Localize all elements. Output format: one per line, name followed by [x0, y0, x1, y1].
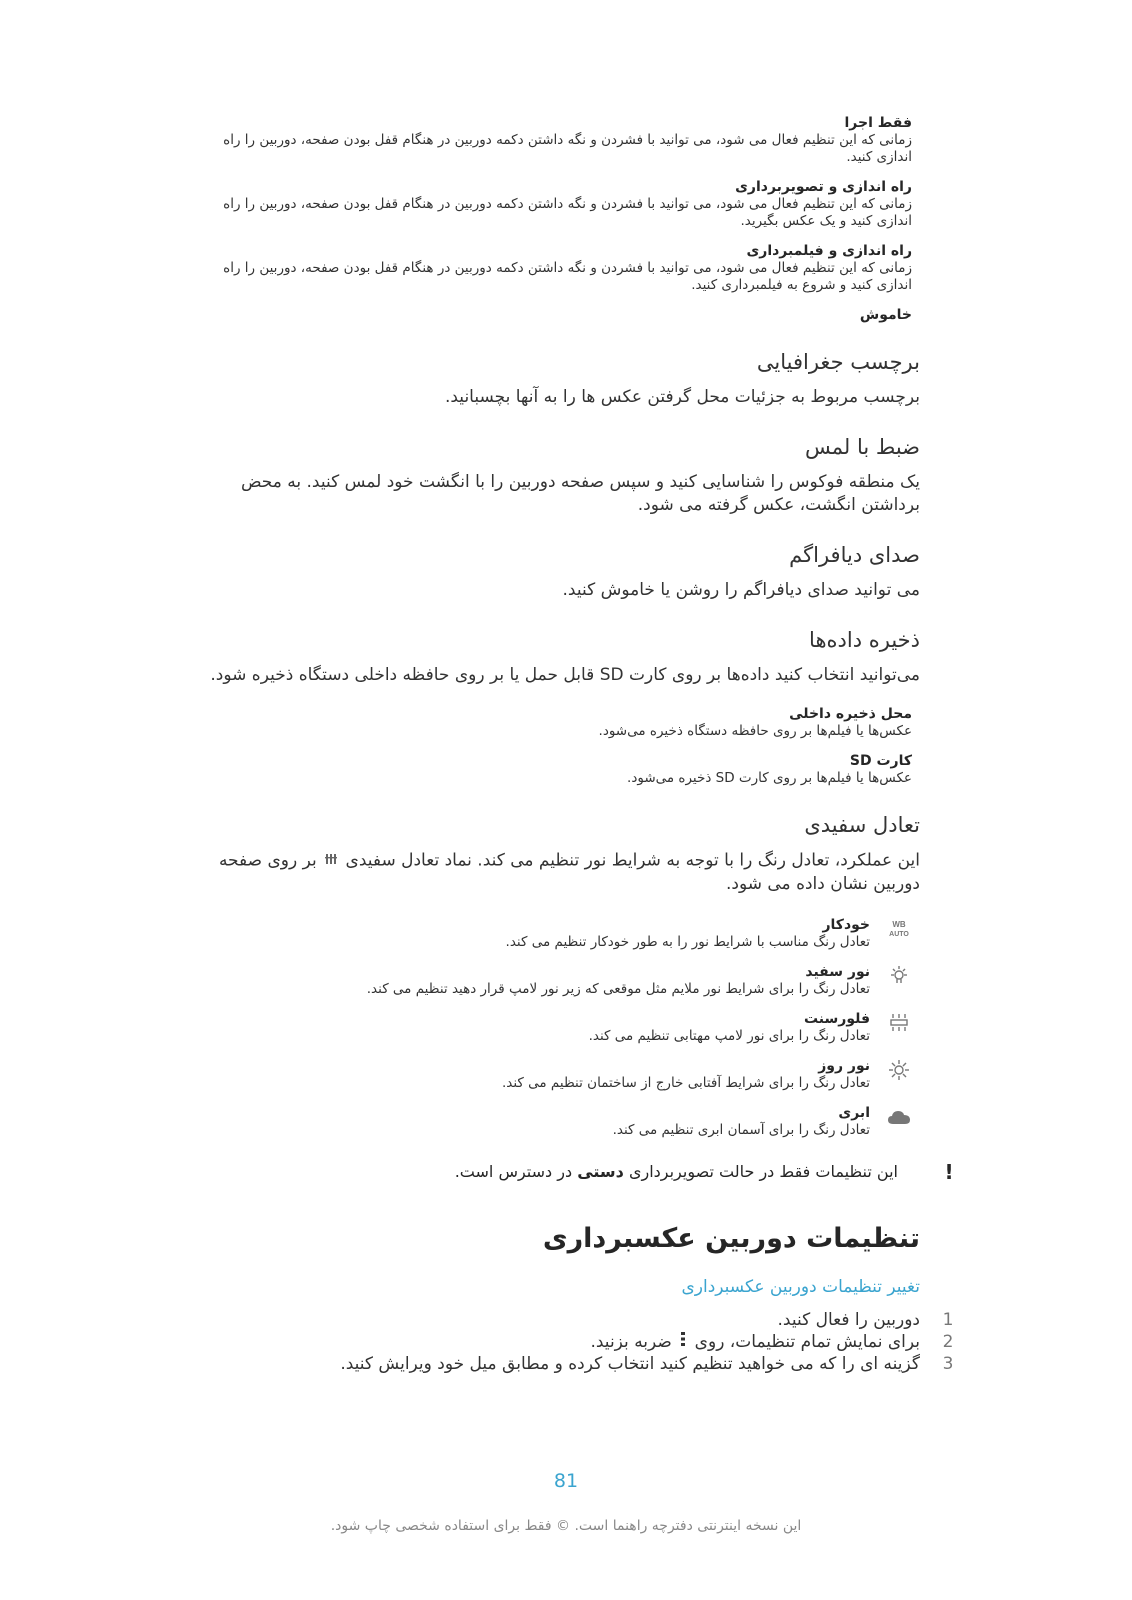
white-balance-text-part2: بر روی صفحه دوربین نشان داده می شود. — [218, 850, 920, 894]
storage-option — [200, 705, 912, 740]
step-number: 2 — [942, 1331, 954, 1352]
step-text: دوربین را فعال کنید. — [777, 1309, 920, 1330]
fluorescent-icon — [886, 1010, 912, 1036]
step-item — [200, 1353, 954, 1375]
wb-option-text — [200, 1104, 870, 1139]
wb-option-title: خودکار — [822, 916, 870, 933]
data-storage-heading: ذخیره داده‌ها — [809, 628, 920, 652]
white-balance-options-list — [200, 916, 920, 1139]
storage-option-desc: عکس‌ها یا فیلم‌ها بر روی حافظه دستگاه ذخیره می‌شود. — [598, 723, 912, 739]
cloudy-icon — [886, 1104, 912, 1130]
step-number: 1 — [942, 1309, 954, 1330]
launch-option-desc: زمانی که این تنظیم فعال می شود، می توانید با فشردن و نگه داشتن دکمه دوربین در هنگام قفل بودن صفحه، دوربین را راه اندازی کنید. — [223, 132, 912, 165]
wb-option-title: نور روز — [818, 1057, 870, 1074]
launch-option — [200, 306, 912, 324]
storage-option-desc: عکس‌ها یا فیلم‌ها بر روی کارت SD ذخیره می‌شود. — [627, 770, 912, 786]
step-text-part2: ضربه بزنید. — [590, 1331, 672, 1352]
step-number: 3 — [942, 1353, 954, 1374]
storage-options-list — [200, 705, 920, 787]
geotag-text: برچسب مربوط به جزئیات محل گرفتن عکس ها را به آنها بچسبانید. — [444, 387, 920, 407]
white-balance-text — [200, 849, 920, 896]
wb-option — [200, 1104, 912, 1139]
step-item — [200, 1309, 954, 1331]
more-options-icon — [680, 1331, 686, 1353]
photo-settings-heading: تنظیمات دوربین عکسبرداری — [542, 1222, 920, 1254]
launch-option-title: راه اندازی و فیلمبرداری — [746, 243, 912, 259]
svg-text:AUTO: AUTO — [889, 930, 909, 938]
page-number: 81 — [553, 1470, 579, 1492]
wb-option-text — [200, 916, 870, 951]
page-content — [200, 114, 954, 1375]
wb-option-text — [200, 1010, 870, 1045]
touch-capture-text: یک منطقه فوکوس را شناسایی کنید و سپس صفحه دوربین را با انگشت خود لمس کنید. به محض برداشتن انگشت، عکس گرفته می شود. — [240, 472, 920, 515]
launch-option-title: خاموش — [859, 307, 912, 323]
launch-option — [200, 242, 912, 294]
launch-option-title: فقط اجرا — [844, 115, 912, 131]
step-text: گزینه ای را که می خواهید تنظیم کنید انتخاب کرده و مطابق میل خود ویرایش کنید. — [340, 1353, 920, 1374]
wb-auto-icon — [886, 916, 912, 942]
wb-option-text — [200, 963, 870, 998]
storage-option-title: کارت SD — [849, 753, 912, 769]
change-settings-link: تغییر تنظیمات دوربین عکسبرداری — [681, 1276, 920, 1297]
wb-option-desc: تعادل رنگ را برای آسمان ابری تنظیم می کند. — [612, 1121, 870, 1138]
shutter-sound-text: می توانید صدای دیافراگم را روشن یا خاموش کنید. — [562, 580, 920, 600]
incandescent-icon — [886, 963, 912, 989]
launch-options-list — [200, 114, 920, 324]
white-balance-indicator-icon — [325, 849, 337, 872]
note-text — [455, 1161, 898, 1183]
wb-option-title: نور سفید — [805, 963, 870, 980]
launch-option-desc: زمانی که این تنظیم فعال می شود، می توانید با فشردن و نگه داشتن دکمه دوربین در هنگام قفل بودن صفحه، دوربین را راه اندازی کنید و یک عکس بگیرید. — [223, 196, 912, 229]
manual-mode-note — [200, 1159, 954, 1184]
svg-text:WB: WB — [892, 919, 906, 929]
step-text-part1: برای نمایش تمام تنظیمات، روی — [694, 1331, 920, 1352]
wb-option-title: فلورسنت — [803, 1010, 870, 1027]
shutter-sound-heading: صدای دیافراگم — [789, 543, 920, 567]
steps-list — [200, 1309, 954, 1375]
note-text-after: در دسترس است. — [454, 1161, 573, 1181]
white-balance-heading: تعادل سفیدی — [804, 813, 920, 837]
white-balance-text-part1: این عملکرد، تعادل رنگ را با توجه به شرایط نور تنظیم می کند. نماد تعادل سفیدی — [345, 850, 920, 871]
wb-option-desc: تعادل رنگ را برای شرایط آفتابی خارج از ساختمان تنظیم می کند. — [501, 1074, 870, 1091]
wb-option — [200, 963, 912, 998]
storage-option — [200, 752, 912, 787]
note-text-before: این تنظیمات فقط در حالت تصویربرداری — [628, 1161, 898, 1181]
note-text-bold: دستی — [577, 1161, 624, 1181]
daylight-icon — [886, 1057, 912, 1083]
wb-option — [200, 916, 912, 951]
footer-note: این نسخه اینترنتی دفترچه راهنما است. © فقط برای استفاده شخصی چاپ شود. — [330, 1518, 802, 1534]
wb-option-title: ابری — [838, 1104, 870, 1121]
wb-option-text — [200, 1057, 870, 1092]
launch-option — [200, 178, 912, 230]
wb-option-desc: تعادل رنگ را برای نور لامپ مهتابی تنظیم می کند. — [588, 1027, 870, 1044]
storage-option-title: محل ذخیره داخلی — [789, 706, 912, 722]
wb-option — [200, 1057, 912, 1092]
exclamation-icon: ! — [944, 1159, 954, 1184]
wb-option-desc: تعادل رنگ مناسب با شرایط نور را به طور خودکار تنظیم می کند. — [505, 933, 870, 950]
wb-option-desc: تعادل رنگ را برای شرایط نور ملایم مثل موقعی که زیر نور لامپ قرار دهید تنظیم می کند. — [366, 980, 870, 997]
launch-option-title: راه اندازی و تصویربرداری — [735, 179, 912, 195]
step-item — [200, 1331, 954, 1353]
launch-option-desc: زمانی که این تنظیم فعال می شود، می توانید با فشردن و نگه داشتن دکمه دوربین در هنگام قفل بودن صفحه، دوربین را راه اندازی کنید و شروع به فیلمبرداری کنید. — [223, 260, 912, 293]
launch-option — [200, 114, 912, 166]
data-storage-text: می‌توانید انتخاب کنید داده‌ها بر روی کارت SD قابل حمل یا بر روی حافظه داخلی دستگاه ذخیره شود. — [210, 665, 920, 685]
geotag-heading: برچسب جغرافیایی — [756, 350, 920, 374]
wb-option — [200, 1010, 912, 1045]
touch-capture-heading: ضبط با لمس — [804, 435, 920, 459]
